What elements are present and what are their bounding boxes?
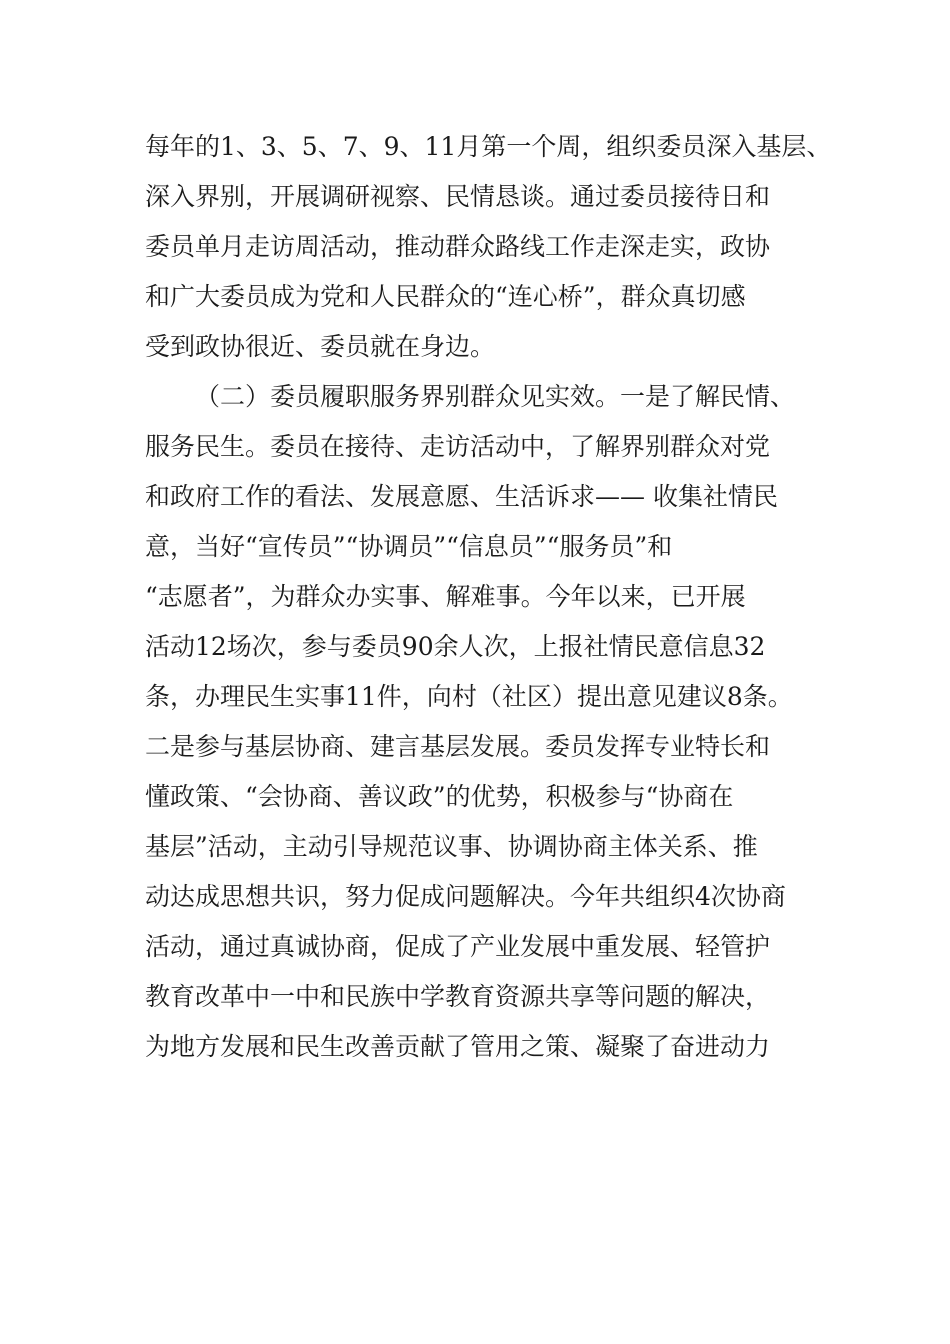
text-line: 和政府工作的看法、发展意愿、生活诉求—— 收集社情民 [145, 482, 778, 511]
body-text [145, 122, 845, 1072]
text-line: 为地方发展和民生改善贡献了管用之策、凝聚了奋进动力 [145, 1032, 771, 1061]
text-line: 教育改革中一中和民族中学教育资源共享等问题的解决， [145, 982, 771, 1011]
text-line: 委员单月走访周活动，推动群众路线工作走深走实，政协 [145, 232, 771, 261]
text-line: 深入界别，开展调研视察、民情恳谈。通过委员接待日和 [145, 182, 771, 211]
text-line: 每年的1、3、5、7、9、11月第一个周，组织委员深入基层、 [145, 132, 832, 161]
text-line: 动达成思想共识，努力促成问题解决。今年共组织4次协商 [145, 882, 786, 911]
section-heading-line: （二）委员履职服务界别群众见实效。一是了解民情、 [195, 382, 796, 411]
text-line: “志愿者”，为群众办实事、解难事。今年以来，已开展 [145, 582, 746, 611]
text-line: 意，当好“宣传员”“协调员”“信息员”“服务员”和 [145, 532, 673, 561]
text-line: 基层”活动，主动引导规范议事、协调协商主体关系、推 [145, 832, 758, 861]
text-line: 条，办理民生实事11件，向村（社区）提出意见建议8条。 [145, 682, 793, 711]
text-line: 活动12场次，参与委员90余人次，上报社情民意信息32 [145, 632, 766, 661]
text-line: 服务民生。委员在接待、走访活动中，了解界别群众对党 [145, 432, 771, 461]
text-line: 二是参与基层协商、建言基层发展。委员发挥专业特长和 [145, 732, 771, 761]
text-line: 受到政协很近、委员就在身边。 [145, 332, 496, 361]
text-line: 和广大委员成为党和人民群众的“连心桥”，群众真切感 [145, 282, 746, 311]
text-line: 懂政策、“会协商、善议政”的优势，积极参与“协商在 [145, 782, 734, 811]
text-line: 活动，通过真诚协商，促成了产业发展中重发展、轻管护 [145, 932, 771, 961]
